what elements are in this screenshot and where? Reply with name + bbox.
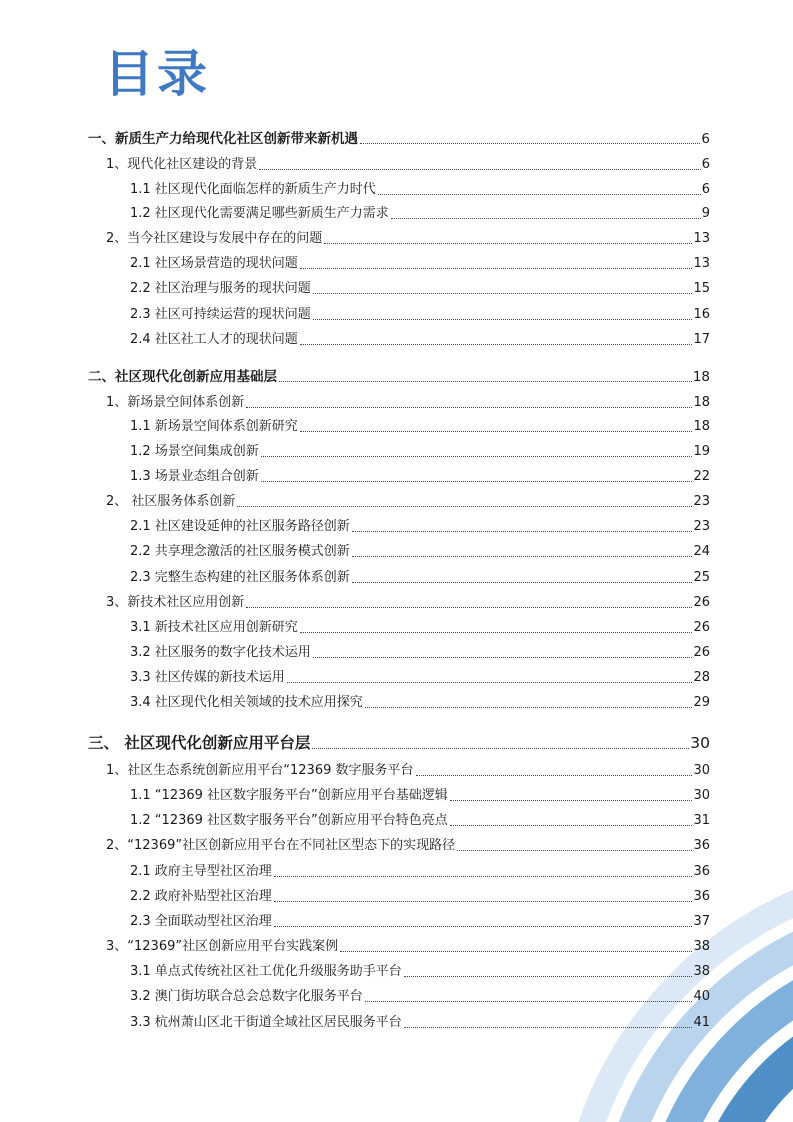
- toc-dot-leader: [279, 371, 692, 382]
- toc-entry[interactable]: [88, 938, 710, 956]
- toc-entry[interactable]: [88, 963, 710, 981]
- toc-page-number: 36: [693, 838, 710, 853]
- toc-entry[interactable]: [88, 518, 710, 536]
- toc-entry[interactable]: [88, 468, 710, 486]
- toc-page-number: 30: [693, 763, 710, 778]
- toc-page-number: 36: [693, 864, 710, 879]
- toc-entry-label: 1.2 社区现代化需要满足哪些新质生产力需求: [130, 206, 389, 221]
- toc-entry[interactable]: [88, 694, 710, 712]
- toc-entry[interactable]: [88, 863, 710, 881]
- page-title: 目录: [104, 45, 210, 103]
- toc-entry-label: 3.3 杭州萧山区北干街道全域社区居民服务平台: [130, 1015, 402, 1030]
- toc-dot-leader: [360, 133, 700, 144]
- toc-page-number: 17: [693, 332, 710, 347]
- toc-entry[interactable]: [88, 837, 710, 855]
- toc-entry-label: 2.4 社区社工人才的现状问题: [130, 332, 298, 347]
- toc-entry[interactable]: [88, 543, 710, 561]
- toc-page-number: 6: [701, 157, 710, 172]
- toc-entry[interactable]: [88, 569, 710, 587]
- toc-page-number: 6: [701, 182, 710, 197]
- toc-page-number: 18: [693, 395, 710, 410]
- toc-page-number: 15: [693, 281, 710, 296]
- toc-entry-label: 2.1 政府主导型社区治理: [130, 864, 272, 879]
- toc-dot-leader: [416, 765, 693, 776]
- toc-dot-leader: [287, 672, 693, 683]
- toc-dot-leader: [300, 334, 693, 345]
- toc-entry-label: 2.1 社区场景营造的现状问题: [130, 256, 298, 271]
- toc-entry-label: 2.1 社区建设延伸的社区服务路径创新: [130, 519, 350, 534]
- toc-entry[interactable]: [88, 181, 710, 199]
- toc-entry-label: 一、新质生产力给现代化社区创新带来新机遇: [88, 131, 358, 147]
- toc-entry-label: 1.3 场景业态组合创新: [130, 469, 259, 484]
- toc-page-number: 40: [693, 989, 710, 1004]
- toc-page-number: 22: [693, 469, 710, 484]
- toc-page-number: 18: [693, 419, 710, 434]
- toc-page-number: 26: [693, 595, 710, 610]
- toc-entry[interactable]: [88, 988, 710, 1006]
- toc-entry-label: 1.1 新场景空间体系创新研究: [130, 419, 298, 434]
- toc-dot-leader: [274, 891, 693, 902]
- toc-entry[interactable]: [88, 787, 710, 805]
- toc-dot-leader: [352, 521, 693, 532]
- toc-entry[interactable]: [88, 594, 710, 612]
- toc-entry[interactable]: [88, 644, 710, 662]
- toc-dot-leader: [274, 866, 693, 877]
- toc-page-number: 23: [693, 494, 710, 509]
- toc-entry-label: 1.2 场景空间集成创新: [130, 444, 259, 459]
- toc-entry-label: 3、“12369”社区创新应用平台实践案例: [106, 939, 339, 954]
- toc-entry[interactable]: [88, 812, 710, 830]
- toc-dot-leader: [378, 184, 701, 195]
- toc-dot-leader: [274, 916, 693, 927]
- toc-dot-leader: [365, 991, 693, 1002]
- toc-entry[interactable]: [88, 156, 710, 174]
- toc-page-number: 13: [693, 256, 710, 271]
- toc-page-number: 30: [690, 734, 710, 752]
- toc-page-number: 9: [701, 206, 710, 221]
- toc-dot-leader: [312, 738, 689, 749]
- toc-page-number: 26: [693, 645, 710, 660]
- toc-page-number: 29: [693, 695, 710, 710]
- toc-dot-leader: [313, 647, 693, 658]
- toc-entry-label: 3、新技术社区应用创新: [106, 595, 245, 610]
- toc-entry[interactable]: [88, 733, 710, 753]
- toc-page-number: 37: [693, 914, 710, 929]
- toc-entry-label: 3.4 社区现代化相关领域的技术应用探究: [130, 695, 363, 710]
- toc-entry-label: 三、 社区现代化创新应用平台层: [88, 734, 311, 752]
- toc-entry[interactable]: [88, 762, 710, 780]
- toc-dot-leader: [352, 546, 693, 557]
- toc-dot-leader: [300, 421, 693, 432]
- toc-page-number: 30: [693, 788, 710, 803]
- toc-entry[interactable]: [88, 443, 710, 461]
- toc-entry[interactable]: [88, 888, 710, 906]
- toc-page-number: 41: [693, 1015, 710, 1030]
- toc-dot-leader: [457, 840, 692, 851]
- toc-entry-label: 1.1 “12369 社区数字服务平台”创新应用平台基础逻辑: [130, 788, 448, 803]
- toc-dot-leader: [246, 597, 692, 608]
- toc-dot-leader: [404, 1017, 693, 1028]
- toc-entry-label: 2、当今社区建设与发展中存在的问题: [106, 231, 323, 246]
- toc-entry[interactable]: [88, 913, 710, 931]
- toc-dot-leader: [261, 446, 693, 457]
- toc-entry-label: 1.1 社区现代化面临怎样的新质生产力时代: [130, 182, 376, 197]
- toc-entry-label: 3.1 新技术社区应用创新研究: [130, 620, 298, 635]
- toc-page-number: 19: [693, 444, 710, 459]
- toc-dot-leader: [300, 622, 693, 633]
- toc-entry[interactable]: [88, 1014, 710, 1032]
- toc-page-number: 25: [693, 570, 710, 585]
- toc-page-number: 36: [693, 889, 710, 904]
- toc-entry-label: 2.2 共享理念激活的社区服务模式创新: [130, 544, 350, 559]
- toc-dot-leader: [365, 697, 693, 708]
- toc-dot-leader: [404, 966, 693, 977]
- toc-page-number: 26: [693, 620, 710, 635]
- toc-entry-label: 3.2 澳门街坊联合总会总数字化服务平台: [130, 989, 363, 1004]
- toc-entry[interactable]: [88, 669, 710, 687]
- toc-entry[interactable]: [88, 306, 710, 324]
- toc-entry-label: 2.2 社区治理与服务的现状问题: [130, 281, 311, 296]
- toc-dot-leader: [237, 496, 692, 507]
- toc-dot-leader: [313, 283, 693, 294]
- toc-page-number: 16: [693, 307, 710, 322]
- toc-entry[interactable]: [88, 368, 710, 386]
- toc-entry-label: 3.3 社区传媒的新技术运用: [130, 670, 285, 685]
- toc-entry[interactable]: [88, 255, 710, 273]
- toc-entry[interactable]: [88, 205, 710, 223]
- toc-dot-leader: [352, 572, 693, 583]
- toc-page-number: 28: [693, 670, 710, 685]
- toc-entry[interactable]: [88, 619, 710, 637]
- toc-entry-label: 2.3 完整生态构建的社区服务体系创新: [130, 570, 350, 585]
- toc-page-number: 6: [701, 131, 710, 147]
- toc-entry[interactable]: [88, 280, 710, 298]
- toc-entry-label: 2.3 社区可持续运营的现状问题: [130, 307, 311, 322]
- toc-entry[interactable]: [88, 394, 710, 412]
- toc-entry-label: 3.2 社区服务的数字化技术运用: [130, 645, 311, 660]
- toc-entry-label: 二、社区现代化创新应用基础层: [88, 369, 277, 385]
- toc-entry-label: 1、社区生态系统创新应用平台“12369 数字服务平台: [106, 763, 414, 778]
- toc-page-number: 38: [693, 964, 710, 979]
- toc-page-number: 18: [692, 369, 710, 385]
- toc-dot-leader: [261, 471, 693, 482]
- toc-dot-leader: [450, 790, 693, 801]
- toc-dot-leader: [324, 233, 692, 244]
- toc-page-number: 38: [693, 939, 710, 954]
- toc-page-number: 23: [693, 519, 710, 534]
- toc-entry[interactable]: [88, 230, 710, 248]
- toc-entry-label: 2.3 全面联动型社区治理: [130, 914, 272, 929]
- toc-entry[interactable]: [88, 418, 710, 436]
- toc-entry-label: 2、 社区服务体系创新: [106, 494, 236, 509]
- toc-entry-label: 1、新场景空间体系创新: [106, 395, 245, 410]
- toc-page-number: 24: [693, 544, 710, 559]
- toc-dot-leader: [450, 815, 693, 826]
- toc-entry-label: 2、“12369”社区创新应用平台在不同社区型态下的实现路径: [106, 838, 456, 853]
- toc-entry-label: 2.2 政府补贴型社区治理: [130, 889, 272, 904]
- toc-dot-leader: [313, 309, 693, 320]
- toc-dot-leader: [300, 258, 693, 269]
- toc-entry-label: 1.2 “12369 社区数字服务平台”创新应用平台特色亮点: [130, 813, 448, 828]
- toc-entry[interactable]: [88, 130, 710, 148]
- toc-dot-leader: [259, 159, 700, 170]
- toc-page-number: 31: [693, 813, 710, 828]
- toc-entry[interactable]: [88, 493, 710, 511]
- toc-entry-label: 3.1 单点式传统社区社工优化升级服务助手平台: [130, 964, 402, 979]
- toc-dot-leader: [246, 397, 692, 408]
- toc-page-number: 13: [693, 231, 710, 246]
- toc-entry[interactable]: [88, 331, 710, 349]
- toc-entry-label: 1、现代化社区建设的背景: [106, 157, 258, 172]
- toc-dot-leader: [391, 208, 701, 219]
- toc-dot-leader: [340, 941, 692, 952]
